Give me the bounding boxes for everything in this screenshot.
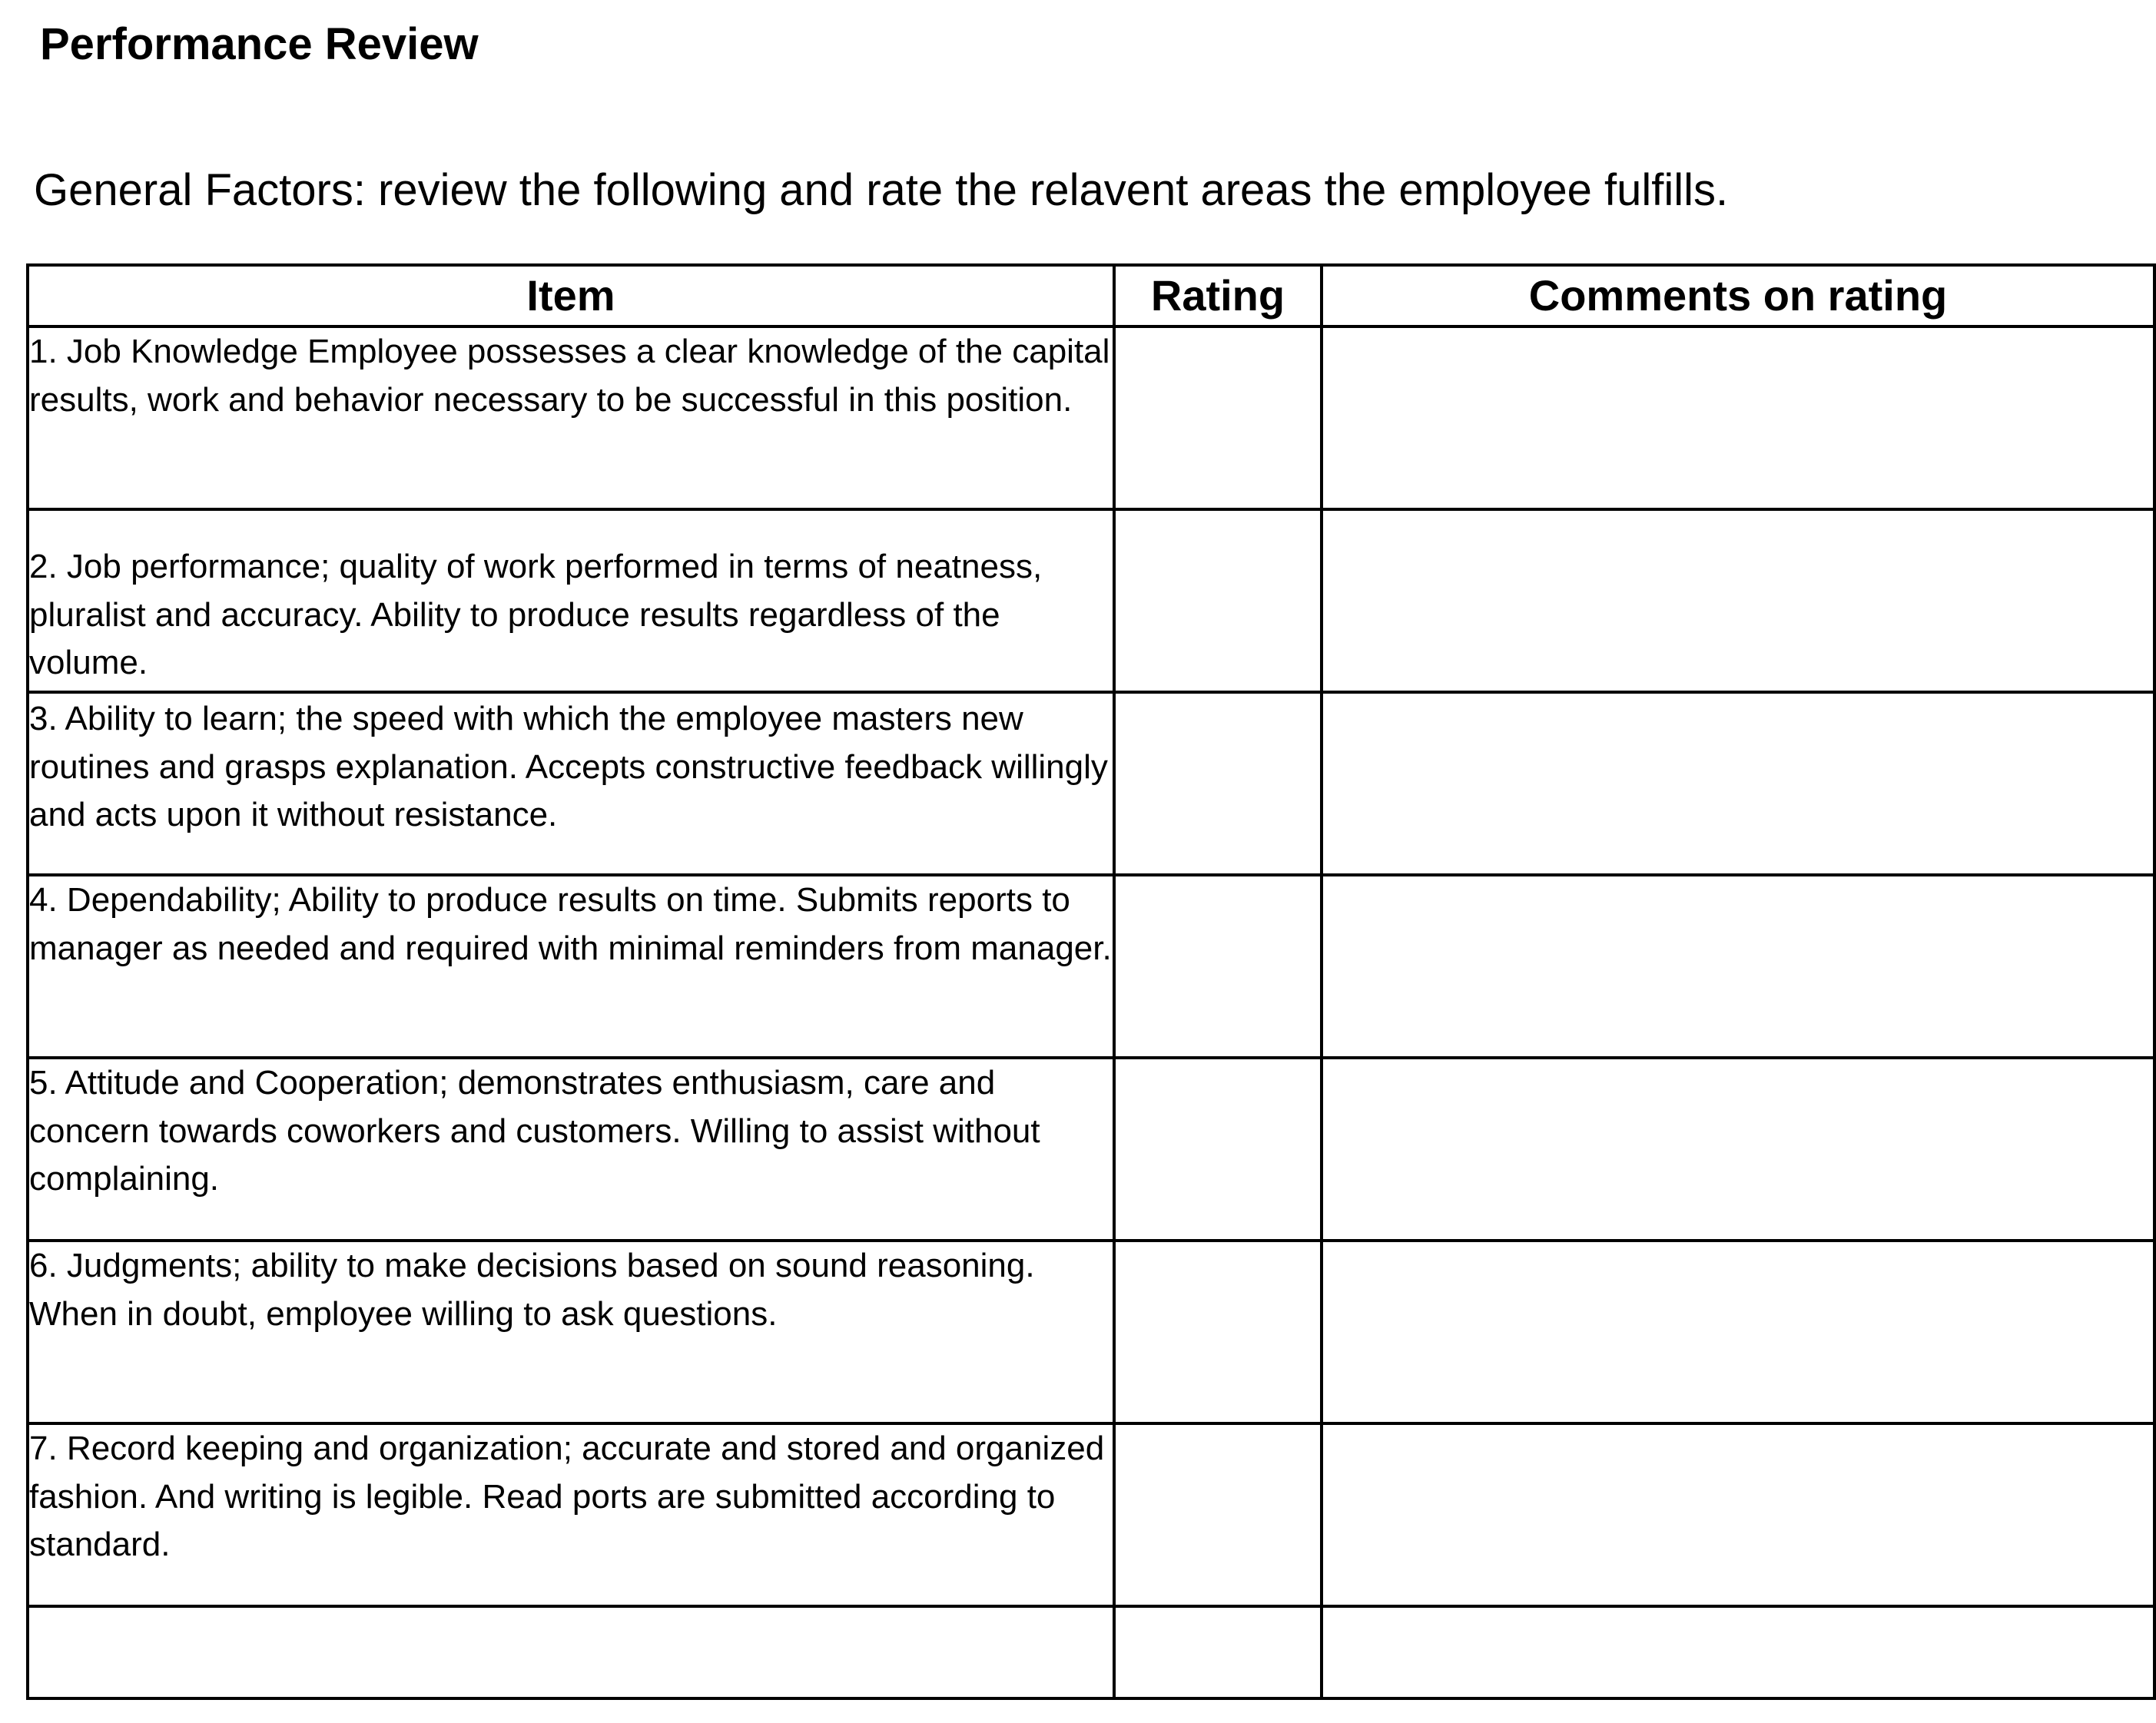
- table-header-row: [28, 265, 2154, 326]
- item-cell: [28, 1423, 1114, 1606]
- comments-cell[interactable]: [1322, 875, 2154, 1058]
- comments-cell[interactable]: [1322, 326, 2154, 509]
- header-comments: Comments on rating: [1322, 265, 2154, 326]
- comments-cell[interactable]: [1322, 1423, 2154, 1606]
- rating-cell[interactable]: [1114, 509, 1322, 692]
- table-row: [28, 875, 2154, 1058]
- item-cell: [28, 1241, 1114, 1423]
- header-rating: Rating: [1114, 265, 1322, 326]
- instructions-text: General Factors: review the following and rate the relavent areas the employee fulfills.: [34, 165, 1729, 215]
- performance-review-table: [26, 263, 2156, 1700]
- item-text: 1. Job Knowledge Employee possesses a clear knowledge of the capital results, work and behavior necessary to be successful in this position.: [29, 333, 1110, 419]
- comments-cell[interactable]: [1322, 692, 2154, 875]
- rating-cell[interactable]: [1114, 1058, 1322, 1241]
- item-text: 7. Record keeping and organization; accurate and stored and organized fashion. And writing is legible. Read ports are submitted according to standard.: [29, 1430, 1105, 1563]
- table-row: [28, 509, 2154, 692]
- item-text: 4. Dependability; Ability to produce results on time. Submits reports to manager as needed and required with minimal reminders from manager.: [29, 881, 1112, 967]
- page-title: Performance Review: [40, 19, 479, 69]
- table-row: [28, 1423, 2154, 1606]
- table-row-empty: [28, 1606, 2154, 1698]
- item-text: 3. Ability to learn; the speed with which the employee masters new routines and grasps explanation. Accepts constructive feedback willingly and acts upon it without resistance.: [29, 700, 1108, 833]
- item-cell: [28, 326, 1114, 509]
- rating-cell[interactable]: [1114, 875, 1322, 1058]
- comments-cell[interactable]: [1322, 1241, 2154, 1423]
- table-row: [28, 1058, 2154, 1241]
- rating-cell[interactable]: [1114, 326, 1322, 509]
- item-cell: [28, 692, 1114, 875]
- rating-cell[interactable]: [1114, 1606, 1322, 1698]
- item-cell: [28, 875, 1114, 1058]
- item-text: 5. Attitude and Cooperation; demonstrates enthusiasm, care and concern towards coworkers and customers. Willing to assist without complaining.: [29, 1064, 1040, 1198]
- table-row: [28, 326, 2154, 509]
- rating-cell[interactable]: [1114, 1241, 1322, 1423]
- item-cell: [28, 1058, 1114, 1241]
- comments-cell[interactable]: [1322, 509, 2154, 692]
- rating-cell[interactable]: [1114, 692, 1322, 875]
- item-cell[interactable]: [28, 1606, 1114, 1698]
- comments-cell[interactable]: [1322, 1606, 2154, 1698]
- header-item: Item: [28, 265, 1114, 326]
- table-row: [28, 692, 2154, 875]
- rating-cell[interactable]: [1114, 1423, 1322, 1606]
- item-cell: [28, 509, 1114, 692]
- item-text: 2. Job performance; quality of work performed in terms of neatness, pluralist and accuracy. Ability to produce results regardless of the volume.: [29, 548, 1043, 681]
- table-row: [28, 1241, 2154, 1423]
- item-text: 6. Judgments; ability to make decisions based on sound reasoning. When in doubt, employee willing to ask questions.: [29, 1247, 1035, 1333]
- comments-cell[interactable]: [1322, 1058, 2154, 1241]
